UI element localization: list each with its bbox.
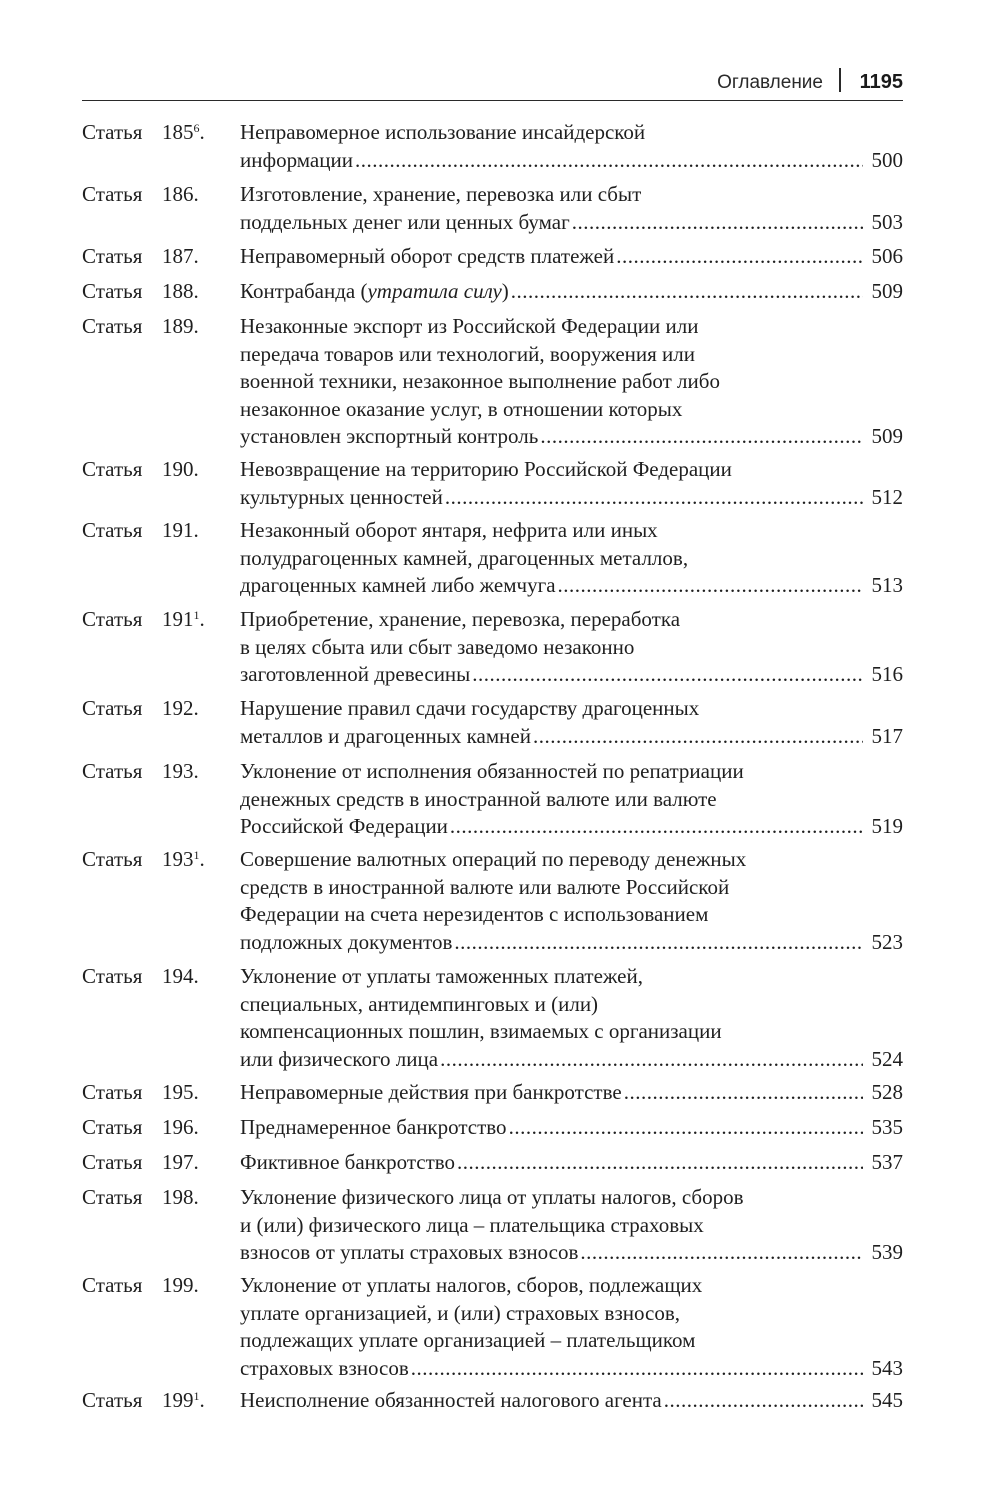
title-line: незаконное оказание услуг, в отношении которых bbox=[240, 396, 683, 421]
article-number bbox=[162, 846, 205, 874]
title-text: заготовленной древесины bbox=[240, 662, 471, 687]
article-title bbox=[240, 243, 903, 271]
title-line: полудрагоценных камней, драгоценных металлов, bbox=[240, 545, 689, 570]
toc-entry[interactable] bbox=[82, 1079, 903, 1107]
title-line bbox=[240, 278, 903, 306]
dot-leader bbox=[440, 1046, 863, 1074]
article-label: Статья bbox=[82, 1115, 143, 1139]
dot-leader bbox=[355, 147, 863, 175]
toc-entry[interactable] bbox=[82, 1114, 903, 1142]
title-line: Незаконные экспорт из Российской Федерации или bbox=[240, 314, 699, 338]
article-label: Статья bbox=[82, 279, 143, 303]
article-number-value: 185 bbox=[162, 120, 194, 144]
title-line: Федерации на счета нерезидентов с использованием bbox=[240, 902, 709, 927]
page-ref: 528 bbox=[871, 1080, 903, 1104]
title-line-text bbox=[240, 278, 509, 306]
title-line bbox=[240, 484, 903, 512]
article-label: Статья bbox=[82, 314, 143, 338]
title-line: подлежащих уплате организацией – плательщиком bbox=[240, 1328, 696, 1353]
dot-leader bbox=[457, 1149, 863, 1177]
article-title bbox=[240, 758, 903, 841]
article-number bbox=[162, 1184, 199, 1212]
article-title bbox=[240, 119, 903, 174]
title-text: Российской Федерации bbox=[240, 814, 448, 839]
toc-entry[interactable] bbox=[82, 278, 903, 306]
dot-leader bbox=[533, 723, 863, 751]
article-number bbox=[162, 517, 199, 545]
title-line-text bbox=[240, 1387, 662, 1415]
toc-entry[interactable] bbox=[82, 846, 903, 956]
article-number-value: 186 bbox=[162, 182, 194, 206]
article-number-value: 190 bbox=[162, 457, 194, 481]
dot-leader bbox=[511, 278, 863, 306]
toc-entry[interactable] bbox=[82, 758, 903, 841]
article-title bbox=[240, 1387, 903, 1415]
article-number bbox=[162, 1149, 199, 1177]
toc-entry[interactable] bbox=[82, 517, 903, 600]
title-line bbox=[240, 209, 903, 237]
title-text: поддельных денег или ценных бумаг bbox=[240, 209, 570, 234]
page-ref: 519 bbox=[871, 814, 903, 839]
title-line bbox=[240, 1239, 903, 1267]
article-number-period: . bbox=[193, 314, 199, 338]
dot-leader bbox=[445, 484, 863, 512]
toc-entry[interactable] bbox=[82, 963, 903, 1073]
page-ref: 516 bbox=[871, 662, 903, 687]
article-label: Статья bbox=[82, 244, 143, 268]
title-line: Изготовление, хранение, перевозка или сбыт bbox=[240, 182, 642, 206]
article-number-period: . bbox=[199, 607, 205, 631]
title-italic-note: утратила силу bbox=[367, 279, 502, 303]
article-label: Статья bbox=[82, 964, 143, 988]
title-line: Незаконный оборот янтаря, нефрита или иных bbox=[240, 518, 658, 542]
title-text: Неправомерные действия при банкротстве bbox=[240, 1080, 622, 1104]
article-number-period: . bbox=[193, 182, 199, 206]
article-number-period: . bbox=[199, 120, 205, 144]
toc-entry[interactable] bbox=[82, 243, 903, 271]
title-line bbox=[240, 1079, 903, 1107]
title-line: Приобретение, хранение, перевозка, переработка bbox=[240, 607, 681, 631]
article-label: Статья bbox=[82, 182, 143, 206]
article-number-value: 187 bbox=[162, 244, 194, 268]
article-number-period: . bbox=[193, 759, 199, 783]
title-line: Нарушение правил сдачи государству драгоценных bbox=[240, 696, 700, 720]
article-number bbox=[162, 243, 199, 271]
title-line: и (или) физического лица – плательщика страховых bbox=[240, 1212, 704, 1237]
toc-entry[interactable] bbox=[82, 119, 903, 174]
article-number bbox=[162, 278, 199, 306]
dot-leader bbox=[580, 1239, 863, 1267]
article-number-value: 192 bbox=[162, 696, 194, 720]
title-text: установлен экспортный контроль bbox=[240, 424, 539, 449]
title-line bbox=[240, 661, 903, 689]
article-title bbox=[240, 846, 903, 956]
article-number bbox=[162, 313, 199, 341]
header-separator bbox=[839, 68, 841, 92]
article-number bbox=[162, 456, 199, 484]
dot-leader bbox=[540, 423, 863, 451]
title-line: передача товаров или технологий, вооружения или bbox=[240, 341, 695, 366]
title-line: военной техники, незаконное выполнение работ либо bbox=[240, 369, 720, 394]
article-title bbox=[240, 1079, 903, 1107]
title-line: компенсационных пошлин, взимаемых с организации bbox=[240, 1019, 722, 1044]
article-title bbox=[240, 278, 903, 306]
article-label: Статья bbox=[82, 607, 143, 631]
article-number-value: 193 bbox=[162, 847, 194, 871]
dot-leader bbox=[450, 813, 863, 841]
article-number-period: . bbox=[193, 279, 199, 303]
dot-leader bbox=[454, 929, 863, 957]
page-ref: 524 bbox=[871, 1046, 903, 1071]
title-line bbox=[240, 1046, 903, 1074]
article-label: Статья bbox=[82, 1273, 143, 1297]
title-line-text bbox=[240, 423, 538, 451]
article-title bbox=[240, 1272, 903, 1382]
title-text: Фиктивное банкротство bbox=[240, 1150, 456, 1174]
dot-leader bbox=[664, 1387, 863, 1415]
article-number bbox=[162, 119, 205, 147]
article-number-value: 199 bbox=[162, 1273, 194, 1297]
dot-leader bbox=[616, 243, 863, 271]
article-number-value: 191 bbox=[162, 518, 194, 542]
article-number bbox=[162, 1114, 199, 1142]
title-line: специальных, антидемпинговых и (или) bbox=[240, 991, 599, 1016]
article-number-value: 197 bbox=[162, 1150, 194, 1174]
page-ref: 545 bbox=[871, 1388, 903, 1412]
article-number bbox=[162, 963, 199, 991]
article-number-superscript: 1 bbox=[193, 848, 200, 862]
article-number-value: 195 bbox=[162, 1080, 194, 1104]
title-line-text bbox=[240, 661, 470, 689]
page-ref: 523 bbox=[871, 929, 903, 954]
article-title bbox=[240, 963, 903, 1073]
title-line-text bbox=[240, 572, 556, 600]
running-title: Оглавление bbox=[717, 72, 823, 93]
page-ref: 500 bbox=[871, 147, 903, 172]
title-text: информации bbox=[240, 147, 353, 172]
title-line: Уклонение физического лица от уплаты налогов, сборов bbox=[240, 1185, 744, 1209]
toc-entry[interactable] bbox=[82, 1149, 903, 1177]
toc-entry[interactable] bbox=[82, 313, 903, 451]
article-number bbox=[162, 606, 205, 634]
article-title bbox=[240, 1149, 903, 1177]
title-line bbox=[240, 1387, 903, 1415]
article-label: Статья bbox=[82, 696, 143, 720]
page-ref: 509 bbox=[871, 279, 903, 303]
article-number-value: 189 bbox=[162, 314, 194, 338]
page-ref: 537 bbox=[871, 1150, 903, 1174]
article-number-period: . bbox=[193, 1150, 199, 1174]
article-label: Статья bbox=[82, 1080, 143, 1104]
title-line bbox=[240, 723, 903, 751]
article-number bbox=[162, 181, 199, 209]
title-line-text bbox=[240, 209, 570, 237]
article-title bbox=[240, 456, 903, 511]
article-label: Статья bbox=[82, 1185, 143, 1209]
title-line-text bbox=[240, 1114, 507, 1142]
title-line-text bbox=[240, 1149, 455, 1177]
page-header bbox=[82, 62, 903, 101]
article-number bbox=[162, 1079, 199, 1107]
title-line: уплате организацией, и (или) страховых взносов, bbox=[240, 1300, 680, 1325]
title-text: взносов от уплаты страховых взносов bbox=[240, 1240, 579, 1265]
article-number-period: . bbox=[193, 1080, 199, 1104]
toc-entry[interactable] bbox=[82, 456, 903, 511]
title-line bbox=[240, 929, 903, 957]
title-line-text bbox=[240, 484, 443, 512]
page-ref: 535 bbox=[871, 1115, 903, 1139]
title-text: Неправомерный оборот средств платежей bbox=[240, 244, 615, 268]
article-number-period: . bbox=[193, 964, 199, 988]
title-line bbox=[240, 572, 903, 600]
article-number-period: . bbox=[193, 1185, 199, 1209]
title-line bbox=[240, 1114, 903, 1142]
article-title bbox=[240, 313, 903, 451]
title-line: денежных средств в иностранной валюте или валюте bbox=[240, 786, 717, 811]
title-line bbox=[240, 1149, 903, 1177]
title-tail: ) bbox=[501, 279, 509, 303]
dot-leader bbox=[411, 1355, 863, 1383]
article-number bbox=[162, 1387, 205, 1415]
article-number-period: . bbox=[193, 457, 199, 481]
article-number-period: . bbox=[193, 244, 199, 268]
title-line-text bbox=[240, 1355, 409, 1383]
article-label: Статья bbox=[82, 518, 143, 542]
article-number bbox=[162, 758, 199, 786]
title-text: страховых взносов bbox=[240, 1355, 409, 1380]
title-line-text bbox=[240, 1046, 438, 1074]
article-title bbox=[240, 1184, 903, 1267]
toc-entry[interactable] bbox=[82, 1387, 903, 1415]
dot-leader bbox=[572, 209, 863, 237]
toc-entry[interactable] bbox=[82, 695, 903, 750]
title-text: Преднамеренное банкротство bbox=[240, 1115, 507, 1139]
dot-leader bbox=[509, 1114, 863, 1142]
article-number-period: . bbox=[199, 847, 205, 871]
toc-entry[interactable] bbox=[82, 1272, 903, 1382]
page-ref: 506 bbox=[871, 244, 903, 268]
article-title bbox=[240, 695, 903, 750]
page-ref: 539 bbox=[871, 1240, 903, 1265]
title-line-text bbox=[240, 1239, 578, 1267]
title-line-text bbox=[240, 147, 353, 175]
article-label: Статья bbox=[82, 1150, 143, 1174]
title-line bbox=[240, 1355, 903, 1383]
article-label: Статья bbox=[82, 1388, 143, 1412]
title-line bbox=[240, 147, 903, 175]
article-title bbox=[240, 181, 903, 236]
title-line bbox=[240, 423, 903, 451]
article-title bbox=[240, 606, 903, 689]
page-ref: 509 bbox=[871, 424, 903, 449]
toc-entry[interactable] bbox=[82, 1184, 903, 1267]
article-label: Статья bbox=[82, 847, 143, 871]
page-number: 1195 bbox=[859, 71, 903, 93]
title-text: металлов и драгоценных камней bbox=[240, 723, 531, 748]
dot-leader bbox=[558, 572, 863, 600]
title-line: Невозвращение на территорию Российской Федерации bbox=[240, 457, 732, 481]
page-ref: 512 bbox=[871, 484, 903, 509]
page-ref: 513 bbox=[871, 573, 903, 598]
title-line: средств в иностранной валюте или валюте Российской bbox=[240, 874, 730, 899]
page-ref: 503 bbox=[871, 209, 903, 234]
title-line-text bbox=[240, 813, 448, 841]
title-line-text bbox=[240, 1079, 622, 1107]
title-line: Уклонение от уплаты таможенных платежей, bbox=[240, 964, 643, 988]
title-line: Неправомерное использование инсайдерской bbox=[240, 120, 646, 144]
title-line: Совершение валютных операций по переводу денежных bbox=[240, 847, 747, 871]
title-line: в целях сбыта или сбыт заведомо незаконно bbox=[240, 634, 635, 659]
toc-entry[interactable] bbox=[82, 181, 903, 236]
title-line bbox=[240, 813, 903, 841]
article-number-period: . bbox=[193, 696, 199, 720]
article-number-value: 194 bbox=[162, 964, 194, 988]
article-number-superscript: 6 bbox=[193, 121, 200, 135]
article-number-value: 196 bbox=[162, 1115, 194, 1139]
article-number-superscript: 1 bbox=[193, 608, 200, 622]
title-line-text bbox=[240, 243, 614, 271]
title-line-text bbox=[240, 929, 452, 957]
article-label: Статья bbox=[82, 120, 143, 144]
page-ref: 517 bbox=[871, 723, 903, 748]
article-number-superscript: 1 bbox=[193, 1389, 200, 1403]
toc-entry[interactable] bbox=[82, 606, 903, 689]
dot-leader bbox=[624, 1079, 863, 1107]
article-title bbox=[240, 517, 903, 600]
article-number-value: 191 bbox=[162, 607, 194, 631]
article-label: Статья bbox=[82, 759, 143, 783]
article-number-value: 198 bbox=[162, 1185, 194, 1209]
title-text: или физического лица bbox=[240, 1046, 439, 1071]
article-title bbox=[240, 1114, 903, 1142]
title-line: Уклонение от исполнения обязанностей по репатриации bbox=[240, 759, 744, 783]
title-text: драгоценных камней либо жемчуга bbox=[240, 573, 556, 598]
article-number-period: . bbox=[193, 518, 199, 542]
title-text: Неисполнение обязанностей налогового агента bbox=[240, 1388, 662, 1412]
article-number-value: 199 bbox=[162, 1388, 194, 1412]
title-line bbox=[240, 243, 903, 271]
article-number bbox=[162, 1272, 199, 1300]
title-text: Контрабанда ( bbox=[240, 279, 368, 303]
article-number-period: . bbox=[199, 1388, 205, 1412]
article-number-period: . bbox=[193, 1273, 199, 1297]
page-ref: 543 bbox=[871, 1355, 903, 1380]
title-text: подложных документов bbox=[240, 929, 453, 954]
title-text: культурных ценностей bbox=[240, 484, 443, 509]
article-number-period: . bbox=[193, 1115, 199, 1139]
article-number-value: 193 bbox=[162, 759, 194, 783]
article-number bbox=[162, 695, 199, 723]
article-label: Статья bbox=[82, 457, 143, 481]
title-line: Уклонение от уплаты налогов, сборов, подлежащих bbox=[240, 1273, 703, 1297]
article-number-value: 188 bbox=[162, 279, 194, 303]
title-line-text bbox=[240, 723, 531, 751]
dot-leader bbox=[472, 661, 863, 689]
